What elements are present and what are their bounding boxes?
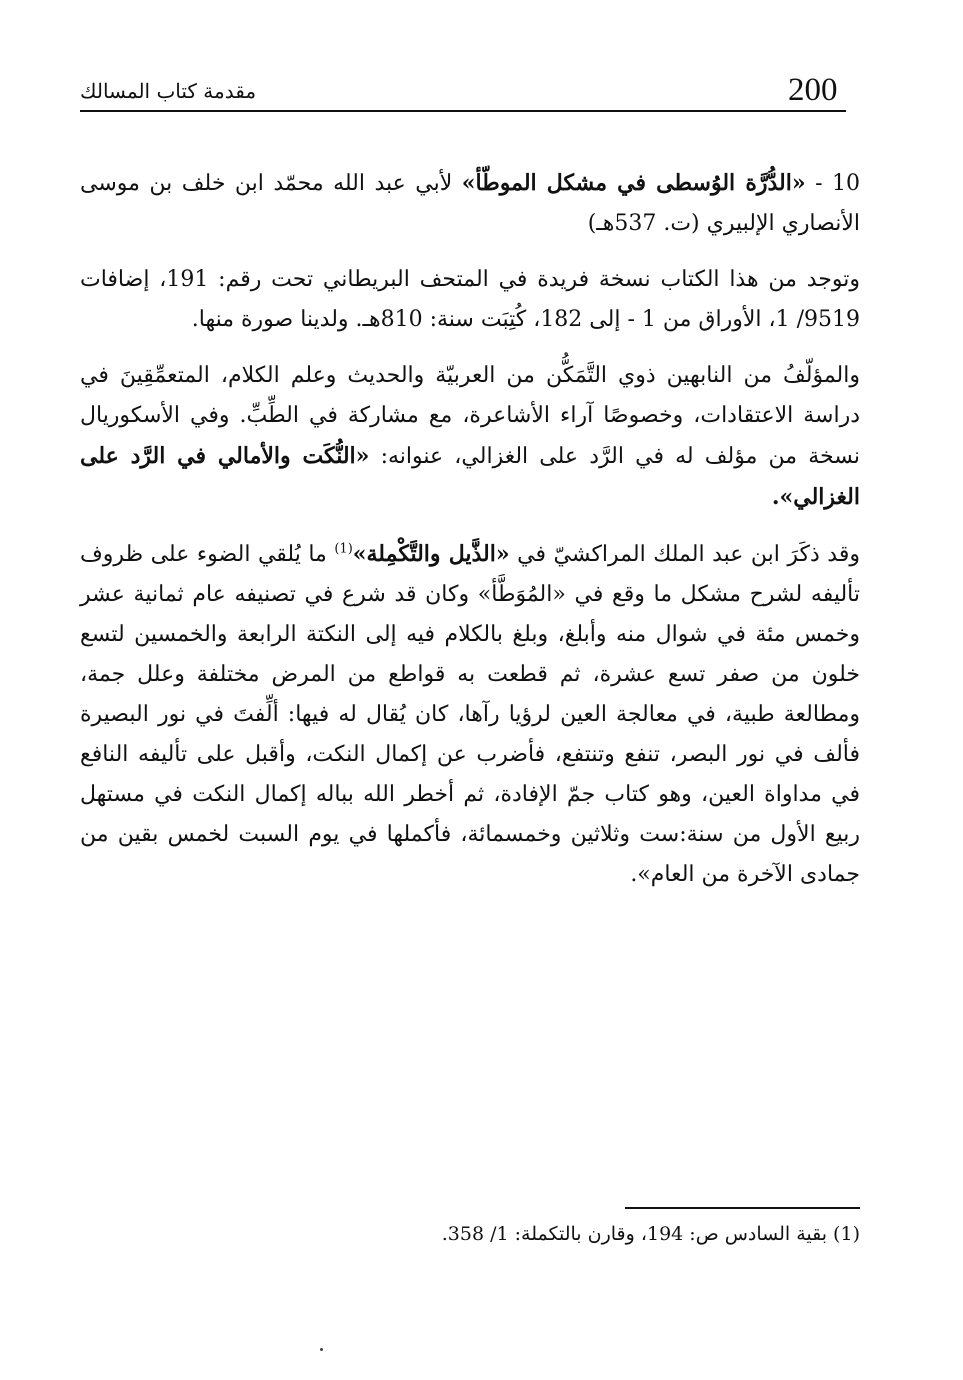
source-title: «الذَّيل والتَّكْمِلة» [352, 541, 510, 567]
author-paragraph [80, 356, 860, 518]
entry-paragraph [80, 163, 860, 244]
main-text [80, 163, 860, 911]
footnote-marker: (1) [334, 541, 353, 557]
header-rule [80, 110, 846, 112]
page-header [80, 70, 845, 110]
history-text-rest: ما يُلقي الضوء على ظروف تأليفه لشرح مشكل ما وقع في «المُوَطَّأ» وكان قد شرع في تصنيفه عام ثمانية عشر وخمس مئة في شوال منه وأبلغ، وبلغ بالكلام فيه إلى النكتة الرابعة والخمسين لتسع خلون من صفر تسع عشرة، ثم قطعت به قواطع من المرض مختلفة وعلل جمة، ومطالعة طبية، في معالجة العين لرؤيا رآها، كان يُقال له فيها: ألِّفتَ في نور البصيرة فألف في نور البصر، تنفع وتنتفع، فأضرب عن إكمال النكت، وأقبل على تأليفه النافع في مداواة العين، وهو كتاب جمّ الإفادة، ثم أخطر الله بباله إكمال النكت في مستهل ربيع الأول من سنة:ست وثلاثين وخمسمائة، فأكملها في يوم السبت لخمس بقين من جمادى الآخرة من العام». [80, 542, 860, 887]
footnote: (1) بقية السادس ص: 194، وقارن بالتكملة: 1/ 358. [441, 1223, 860, 1245]
history-paragraph [80, 534, 860, 895]
scan-speck [320, 1348, 323, 1351]
running-title: مقدمة كتاب المسالك [80, 79, 257, 103]
history-text-start: وقد ذكَرَ ابن عبد الملك المراكشيّ في [509, 542, 860, 567]
manuscript-paragraph: وتوجد من هذا الكتاب نسخة فريدة في المتحف البريطاني تحت رقم: 191، إضافات 9519/ 1، الأوراق من 1 - إلى 182، كُتِبَت سنة: 810هـ. ولدينا صورة منها. [80, 267, 860, 332]
refutation-title: «النُّكَت والأمالي في الرَّد على الغزالي». [80, 443, 860, 510]
page-number: 200 [788, 72, 838, 108]
entry-number: 10 - [805, 171, 860, 196]
author-text: والمؤلّفُ من النابهين ذوي التَّمَكُّن من العربيّة والحديث وعلم الكلام، المتعمِّقِينَ في دراسة الاعتقادات، وخصوصًا آراء الأشاعرة، مع مشاركة في الطِّبِّ. وفي الأسكوريال نسخة من مؤلف له في الرَّد على الغزالي، عنوانه: [80, 363, 860, 469]
entry-text: لأبي عبد الله محمّد ابن خلف بن موسى الأنصاري الإلبيري (ت. 537هـ) [80, 171, 860, 236]
book-title: «الدُّرَّة الوُسطى في مشكل الموطّأ» [461, 170, 806, 196]
footnote-rule [625, 1207, 860, 1209]
